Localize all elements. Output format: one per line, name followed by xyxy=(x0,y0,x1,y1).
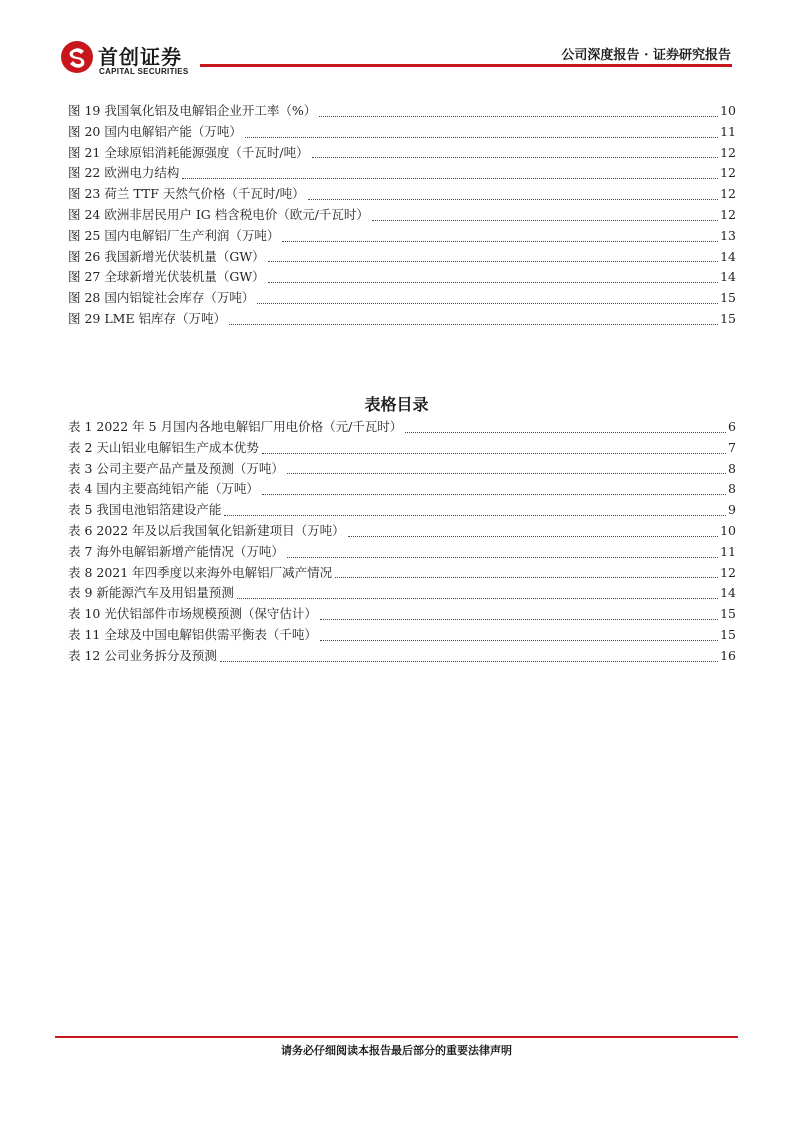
table-toc-entry[interactable] xyxy=(68,625,736,646)
dot-leader xyxy=(348,535,718,537)
figure-toc-entry-label[interactable]: 图 26 我国新增光伏装机量（GW） xyxy=(68,248,265,264)
figure-toc-entry-label[interactable]: 图 29 LME 铝库存（万吨） xyxy=(68,310,227,326)
legal-notice: 请务必仔细阅读本报告最后部分的重要法律声明 xyxy=(281,1044,512,1057)
footer-divider xyxy=(55,1036,738,1038)
table-toc-entry-label[interactable]: 表 8 2021 年四季度以来海外电解铝厂减产情况 xyxy=(68,564,333,580)
dot-leader xyxy=(372,219,718,221)
table-toc-entry-page-number[interactable]: 8 xyxy=(728,460,736,476)
table-toc-entry-page-number[interactable]: 14 xyxy=(720,585,736,601)
table-toc-entry[interactable] xyxy=(68,459,736,480)
table-toc-entry-label[interactable]: 表 3 公司主要产品产量及预测（万吨） xyxy=(68,460,284,476)
table-toc-entry[interactable] xyxy=(68,646,736,667)
table-toc-entry[interactable] xyxy=(68,500,736,521)
figure-toc-entry-label[interactable]: 图 22 欧洲电力结构 xyxy=(68,165,180,181)
dot-leader xyxy=(319,115,718,117)
table-toc-entry[interactable] xyxy=(68,542,736,563)
table-toc-entry-page-number[interactable]: 12 xyxy=(720,564,736,580)
table-toc-entry-label[interactable]: 表 2 天山铝业电解铝生产成本优势 xyxy=(68,439,259,455)
figure-toc-entry-page-number[interactable]: 14 xyxy=(720,269,736,285)
table-toc-entry-page-number[interactable]: 6 xyxy=(728,419,736,434)
dot-leader xyxy=(312,156,719,158)
table-toc xyxy=(68,417,736,667)
dot-leader xyxy=(287,556,718,558)
table-toc-entry-label[interactable]: 表 1 2022 年 5 月国内各地电解铝厂用电价格（元/千瓦时） xyxy=(68,419,403,434)
table-toc-entry-page-number[interactable]: 7 xyxy=(728,439,736,455)
dot-leader xyxy=(308,198,719,200)
table-toc-entry-page-number[interactable]: 8 xyxy=(728,481,736,497)
table-toc-entry-label[interactable]: 表 5 我国电池铝箔建设产能 xyxy=(68,502,222,518)
dot-leader xyxy=(220,660,718,662)
figure-toc-entry[interactable] xyxy=(68,163,736,184)
figure-toc-entry[interactable] xyxy=(68,143,736,164)
table-toc-entry-page-number[interactable]: 15 xyxy=(720,606,736,622)
table-toc-entry-page-number[interactable]: 10 xyxy=(720,522,736,538)
figure-toc-entry[interactable] xyxy=(68,226,736,247)
brand-logo xyxy=(60,40,220,80)
table-toc-entry-page-number[interactable]: 15 xyxy=(720,626,736,642)
figure-toc-entry-page-number[interactable]: 11 xyxy=(720,123,736,139)
figure-toc-entry[interactable] xyxy=(68,122,736,143)
figure-toc-entry[interactable] xyxy=(68,184,736,205)
figure-toc-entry-page-number[interactable]: 12 xyxy=(720,144,736,160)
figure-toc-entry-label[interactable]: 图 21 全球原铝消耗能源强度（千瓦时/吨） xyxy=(68,144,309,160)
figure-toc-entry[interactable] xyxy=(68,247,736,268)
dot-leader xyxy=(245,136,718,138)
table-toc-entry[interactable] xyxy=(68,438,736,459)
dot-leader xyxy=(268,281,718,283)
figure-toc-entry-label[interactable]: 图 25 国内电解铝厂生产利润（万吨） xyxy=(68,227,280,243)
figure-toc xyxy=(68,101,736,330)
figure-toc-entry-label[interactable]: 图 23 荷兰 TTF 天然气价格（千瓦时/吨） xyxy=(68,186,305,202)
figure-toc-entry[interactable] xyxy=(68,288,736,309)
figure-toc-entry[interactable] xyxy=(68,101,736,122)
figure-toc-entry-label[interactable]: 图 27 全球新增光伏装机量（GW） xyxy=(68,269,265,285)
figure-toc-entry-page-number[interactable]: 14 xyxy=(720,248,736,264)
figure-toc-entry-page-number[interactable]: 15 xyxy=(720,310,736,326)
dot-leader xyxy=(262,493,726,495)
page-header xyxy=(0,0,793,80)
figure-toc-entry-page-number[interactable]: 13 xyxy=(720,227,736,243)
figure-toc-entry-label[interactable]: 图 20 国内电解铝产能（万吨） xyxy=(68,123,242,139)
table-toc-entry-label[interactable]: 表 4 国内主要高纯铝产能（万吨） xyxy=(68,481,259,497)
dot-leader xyxy=(282,240,718,242)
table-toc-entry-page-number[interactable]: 9 xyxy=(728,502,736,518)
table-toc-entry[interactable] xyxy=(68,583,736,604)
dot-leader xyxy=(262,452,726,454)
figure-toc-entry[interactable] xyxy=(68,309,736,330)
table-toc-entry-label[interactable]: 表 10 光伏铝部件市场规模预测（保守估计） xyxy=(68,606,317,622)
figure-toc-entry-page-number[interactable]: 12 xyxy=(720,186,736,202)
dot-leader xyxy=(224,514,726,516)
table-toc-entry[interactable] xyxy=(68,604,736,625)
table-toc-entry-label[interactable]: 表 11 全球及中国电解铝供需平衡表（千吨） xyxy=(68,626,317,642)
header-divider xyxy=(200,64,732,67)
figure-toc-entry-page-number[interactable]: 12 xyxy=(720,206,736,222)
table-toc-entry-page-number[interactable]: 11 xyxy=(720,543,736,559)
dot-leader xyxy=(257,302,718,304)
figure-toc-entry-page-number[interactable]: 10 xyxy=(720,103,736,118)
table-toc-entry[interactable] xyxy=(68,563,736,584)
table-toc-entry-label[interactable]: 表 12 公司业务拆分及预测 xyxy=(68,647,217,663)
table-toc-entry[interactable] xyxy=(68,479,736,500)
figure-toc-entry-label[interactable]: 图 19 我国氧化铝及电解铝企业开工率（%） xyxy=(68,103,317,118)
brand-logo-icon xyxy=(60,40,94,74)
dot-leader xyxy=(405,431,726,433)
table-toc-entry-page-number[interactable]: 16 xyxy=(720,647,736,663)
figure-toc-entry-page-number[interactable]: 15 xyxy=(720,290,736,306)
brand-name-cn: 首创证券 xyxy=(98,45,182,69)
table-toc-entry[interactable] xyxy=(68,521,736,542)
figure-toc-entry-label[interactable]: 图 28 国内铝锭社会库存（万吨） xyxy=(68,290,255,306)
dot-leader xyxy=(229,323,718,325)
brand-name-en: CAPITAL SECURITIES xyxy=(99,67,189,76)
dot-leader xyxy=(335,576,718,578)
figure-toc-entry-page-number[interactable]: 12 xyxy=(720,165,736,181)
dot-leader xyxy=(287,472,726,474)
figure-toc-entry-label[interactable]: 图 24 欧洲非居民用户 IG 档含税电价（欧元/千瓦时） xyxy=(68,206,369,222)
figure-toc-entry[interactable] xyxy=(68,267,736,288)
table-toc-entry[interactable] xyxy=(68,417,736,438)
table-toc-title: 表格目录 xyxy=(364,395,429,414)
dot-leader xyxy=(268,260,718,262)
figure-toc-entry[interactable] xyxy=(68,205,736,226)
report-type: 公司深度报告 · 证券研究报告 xyxy=(561,48,731,63)
table-toc-entry-label[interactable]: 表 6 2022 年及以后我国氧化铝新建项目（万吨） xyxy=(68,522,345,538)
table-toc-entry-label[interactable]: 表 7 海外电解铝新增产能情况（万吨） xyxy=(68,543,284,559)
dot-leader xyxy=(237,597,718,599)
table-toc-entry-label[interactable]: 表 9 新能源汽车及用铝量预测 xyxy=(68,585,234,601)
dot-leader xyxy=(320,639,718,641)
dot-leader xyxy=(182,177,718,179)
dot-leader xyxy=(320,618,718,620)
